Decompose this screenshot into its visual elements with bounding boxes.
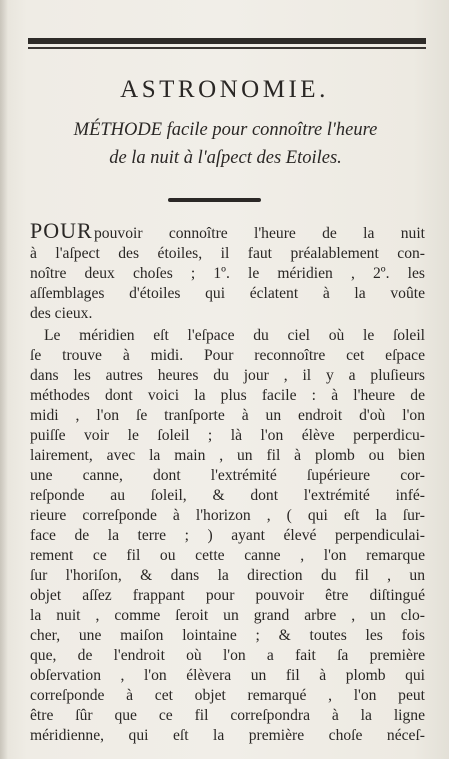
text-line: ſe trouve à midi. Pour reconnoître cet eſpace (30, 347, 425, 364)
decorative-rule (168, 198, 261, 202)
text-line: face de la terre ; ) ayant élevé perpendiculai- (30, 527, 425, 544)
gutter-shadow (0, 0, 8, 759)
text-line: ſur l'horiſon, & dans la direction du fil , un (30, 567, 425, 584)
lead-word: POUR (30, 218, 93, 243)
text-line: reſponde au ſoleil, & dont l'extrémité infé- (30, 487, 425, 504)
text-line: que, de l'endroit où l'on a fait ſa première (30, 647, 425, 664)
header-rule-thick (28, 38, 426, 44)
text-line: aſſemblages d'étoiles qui éclatent à la voûte (30, 285, 425, 302)
header-rule-thin (28, 47, 426, 49)
text-line: correſponde à cet objet remarqué , l'on peut (30, 687, 425, 704)
text-line: des cieux. (30, 305, 93, 322)
text-line: pouvoir connoître l'heure de la nuit (94, 225, 425, 242)
header-double-rule (28, 38, 426, 51)
text-line: une canne, dont l'extrémité ſupérieure cor- (30, 467, 425, 484)
text-line: Le méridien eſt l'eſpace du ciel où le ſoleil (44, 327, 425, 344)
text-line: la nuit , comme ſeroit un grand arbre , un clo- (30, 607, 425, 624)
subtitle-line-2: de la nuit à l'aſpect des Etoiles. (109, 148, 342, 168)
text-line: rement ce fil ou cette canne , l'on remarque (30, 547, 425, 564)
text-line: dans les autres heures du jour , il y a pluſieurs (30, 367, 425, 384)
text-line: lairement, avec la main , un fil à plomb ou bien (30, 447, 425, 464)
text-line: être ſûr que ce fil correſpondra à la ligne (30, 707, 425, 724)
text-line: cher, une maiſon lointaine ; & toutes les fois (30, 627, 425, 644)
text-line: méthodes dont voici la plus facile : à l'heure de (30, 387, 425, 404)
text-line: obſervation , l'on élèvera un fil à plomb qui (30, 667, 425, 684)
text-line: noître deux choſes ; 1º. le méridien , 2º. les (30, 265, 425, 282)
text-line: rieure correſponde à l'horizon , ( qui eſt la ſur- (30, 507, 425, 524)
text-line: objet aſſez frappant pour pouvoir être diſtingué (30, 587, 425, 604)
section-title: ASTRONOMIE. (120, 76, 329, 103)
subtitle-line-1: MÉTHODE facile pour connoître l'heure (73, 120, 378, 140)
text-line: puiſſe voir le ſoleil ; là l'on élève perperdicu- (30, 427, 425, 444)
text-line: midi , l'on ſe tranſporte à un endroit d'où l'on (30, 407, 425, 424)
text-line: à l'aſpect des étoiles, il faut préalablement con- (30, 245, 425, 262)
text-line: méridienne, qui eſt la première choſe néceſ- (30, 727, 425, 744)
